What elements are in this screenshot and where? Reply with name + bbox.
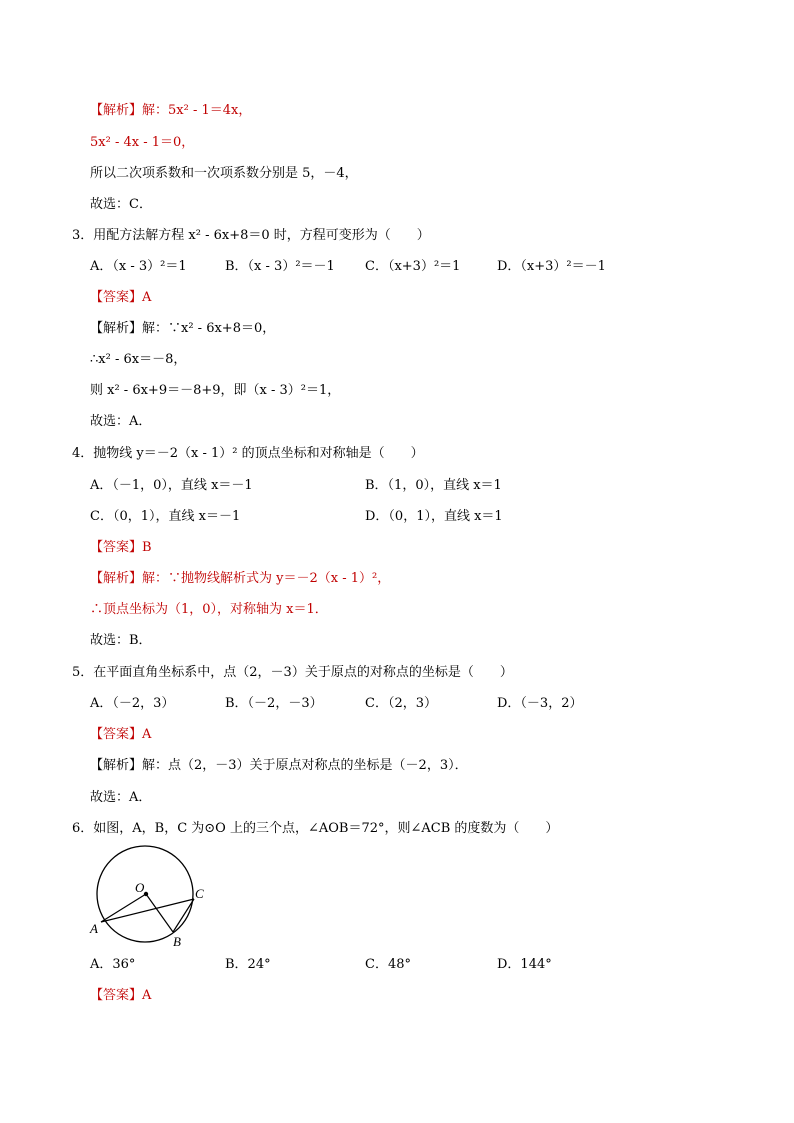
circle-figure (88, 842, 218, 952)
q5-solution-line-2: 故选：A． (90, 790, 152, 805)
label-a: A (90, 921, 98, 936)
q5-option-b: B．（－2，－3） (225, 696, 323, 711)
label-o: O (135, 880, 145, 895)
q2-solution-line-4: 故选：C． (90, 197, 152, 212)
q2-solution-line-3: 所以二次项系数和一次项系数分别是 5，－4， (90, 166, 358, 181)
q4-stem: 4．抛物线 y＝－2（x - 1）² 的顶点坐标和对称轴是（ ） (72, 446, 424, 461)
q3-solution-line-3: 则 x² - 6x+9＝－8+9，即（x - 3）²＝1， (90, 383, 341, 398)
q4-option-b: B．（1，0），直线 x＝1 (365, 478, 502, 493)
q6-option-c: C．48° (365, 957, 411, 972)
q3-option-d: D．（x+3）²＝－1 (497, 259, 606, 274)
q4-answer: 【答案】B (90, 540, 152, 555)
q6-option-a: A．36° (90, 957, 136, 972)
q2-solution-line-2: 5x² - 4x - 1＝0， (90, 135, 195, 150)
q3-stem: 3．用配方法解方程 x² - 6x+8＝0 时，方程可变形为（ ） (72, 228, 430, 243)
q4-option-c: C．（0，1），直线 x＝－1 (90, 509, 241, 524)
q5-solution-line-1: 【解析】解：点（2，－3）关于原点对称点的坐标是（－2，3）． (90, 758, 468, 773)
q3-option-c: C．（x+3）²＝1 (365, 259, 461, 274)
q6-option-b: B．24° (225, 957, 271, 972)
q4-option-d: D．（0，1），直线 x＝1 (365, 509, 503, 524)
q5-option-d: D．（－3，2） (497, 696, 583, 711)
segment-ac (101, 899, 194, 922)
segment-oa (101, 894, 146, 922)
q5-option-c: C．（2，3） (365, 696, 437, 711)
q3-answer: 【答案】A (90, 290, 152, 305)
q5-stem: 5．在平面直角坐标系中，点（2，－3）关于原点的对称点的坐标是（ ） (72, 665, 513, 680)
q5-option-a: A．（－2，3） (90, 696, 175, 711)
q5-answer: 【答案】A (90, 727, 152, 742)
q6-option-d: D．144° (497, 957, 552, 972)
q3-option-a: A．（x - 3）²＝1 (90, 259, 187, 274)
q3-solution-line-1: 【解析】解：∵x² - 6x+8＝0， (90, 321, 276, 336)
q6-answer: 【答案】A (90, 988, 152, 1003)
q3-solution-line-4: 故选：A． (90, 414, 152, 429)
label-b: B (173, 934, 181, 949)
segment-ob (146, 894, 173, 932)
q3-solution-line-2: ∴x² - 6x＝－8， (90, 352, 187, 367)
label-c: C (195, 886, 204, 901)
q4-solution-line-2: ∴顶点坐标为（1，0），对称轴为 x＝1． (90, 602, 328, 617)
q3-option-b: B．（x - 3）²＝－1 (225, 259, 335, 274)
q4-option-a: A．（－1，0），直线 x＝－1 (90, 478, 253, 493)
q4-solution-line-3: 故选：B． (90, 633, 152, 648)
center-point (144, 892, 148, 896)
q6-stem: 6．如图，A，B，C 为⊙O 上的三个点，∠AOB＝72°，则∠ACB 的度数为（ ） (72, 821, 559, 836)
q2-solution-line-1: 【解析】解：5x² - 1＝4x， (90, 103, 252, 118)
q4-solution-line-1: 【解析】解：∵抛物线解析式为 y＝－2（x - 1）²， (90, 571, 391, 586)
